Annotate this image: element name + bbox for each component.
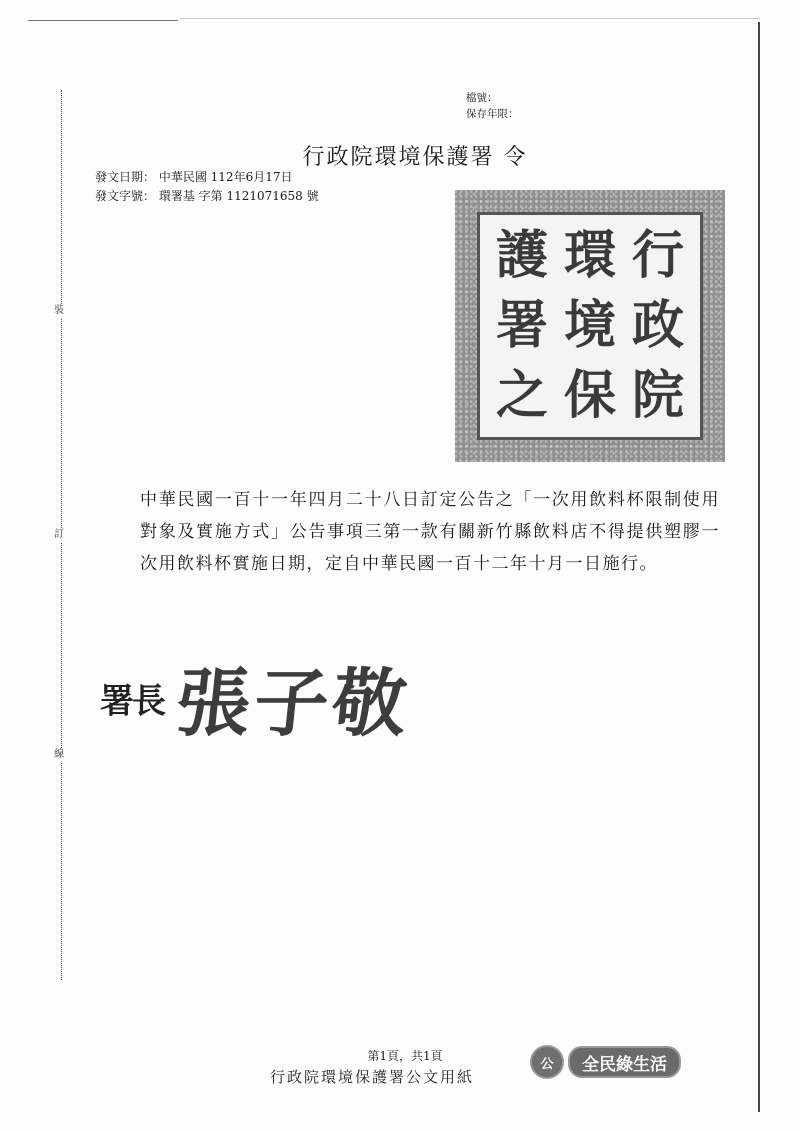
seal-char: 政: [631, 295, 684, 356]
issue-date-label: 發文日期：: [95, 170, 156, 184]
binding-mark-xian: 線: [54, 749, 64, 760]
seal-column-3: [496, 221, 548, 431]
official-paper-label: 行政院環境保護署公文用紙: [270, 1068, 475, 1086]
seal-char: 境: [563, 295, 616, 356]
issue-date-row: [95, 168, 319, 187]
official-seal: [455, 190, 725, 462]
document-meta: [95, 168, 319, 206]
seal-char: 署: [495, 295, 548, 356]
scan-right-edge: [758, 22, 760, 1112]
logo-emblem-icon: 公: [530, 1045, 564, 1079]
seal-inner: [477, 212, 703, 440]
seal-char: 護: [495, 225, 548, 286]
logo-slogan: 全民綠生活: [568, 1046, 681, 1078]
archive-info: [466, 90, 519, 122]
retention-period-label: 保存年限：: [466, 108, 519, 120]
binding-mark-zhuang: 裝: [54, 305, 64, 316]
seal-char: 之: [495, 365, 548, 426]
order-body-text: 中華民國一百十一年四月二十八日訂定公告之「一次用飲料杯限制使用對象及實施方式」公告事項三第一款有關新竹縣飲料店不得提供塑膠一次用飲料杯實施日期，定自中華民國一百十二年十月一日施行。: [140, 490, 720, 574]
signature-block: [100, 645, 415, 751]
seal-char: 院: [631, 365, 684, 426]
scan-edge-line-faint: [180, 18, 760, 19]
binding-mark-ding: 訂: [54, 529, 64, 540]
seal-char: 行: [631, 225, 684, 286]
scan-edge-line: [28, 20, 178, 21]
seal-char: 環: [563, 225, 616, 286]
reference-number-label: 發文字號：: [95, 189, 156, 203]
reference-number-row: [95, 187, 319, 206]
seal-column-2: [564, 221, 616, 431]
seal-column-1: [632, 221, 684, 431]
page-number: 第1頁，共1頁: [367, 1049, 443, 1063]
seal-char: 保: [563, 365, 616, 426]
signatory-title: 署長: [100, 681, 164, 722]
reference-number-value: 環署基 字第 1121071658 號: [158, 189, 319, 203]
file-number-label: 檔號：: [466, 92, 498, 104]
green-living-logo: [530, 1045, 681, 1079]
issue-date-value: 中華民國 112年6月17日: [158, 170, 293, 184]
document-title: 行政院環境保護署 令: [302, 145, 528, 170]
signatory-name: 張子敬: [171, 661, 415, 747]
